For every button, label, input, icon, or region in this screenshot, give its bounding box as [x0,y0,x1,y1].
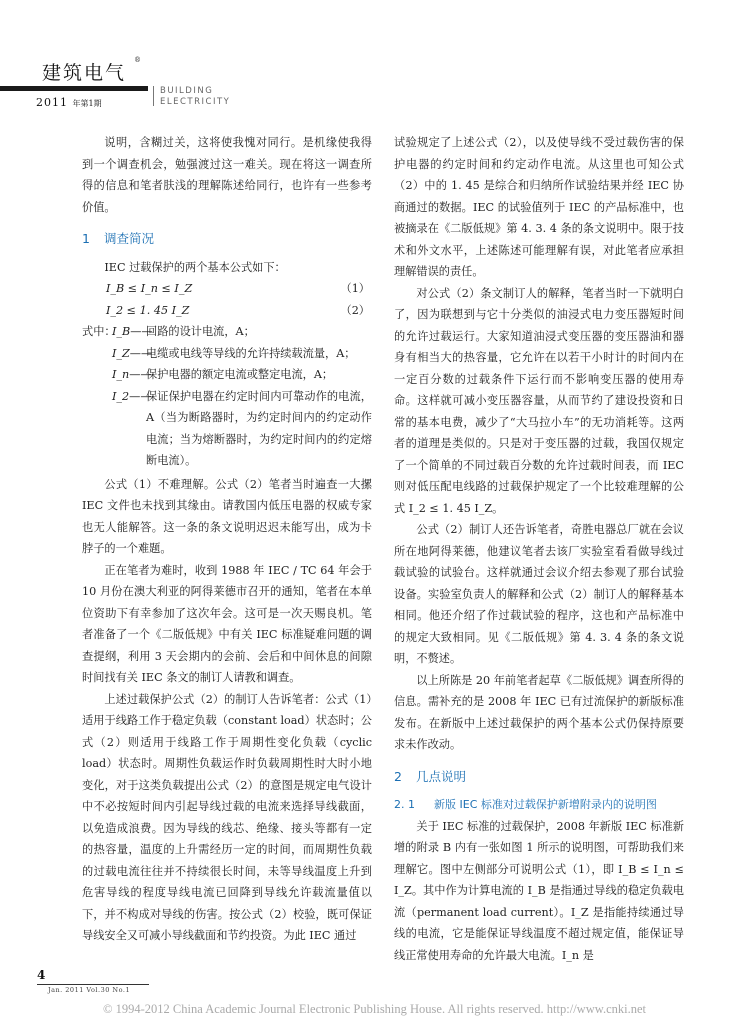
definition-item: I_2—— 保证保护电器在约定时间内可靠动作的电流，A（当为断路器时，为约定时间内的约定动作电流；当为熔断器时，为约定时间内的约定熔断电流）。 [112,389,372,467]
definition-item: 式中： I_B—— 回路的设计电流，A； [82,325,255,338]
issue-year: 2011 [36,96,68,109]
copyright-notice: © 1994-2012 China Academic Journal Electronic Publishing House. All rights reserved. http://www.cnki.net [103,1002,646,1016]
english-title-line1: BUILDING [160,86,214,96]
header-bar [0,86,148,91]
header-divider [153,86,154,106]
left-column [82,132,372,947]
paragraph: 关于 IEC 标准的过载保护，2008 年新版 IEC 标准新增的附录 B 内有一张如图 1 所示的说明图，可帮助我们来理解它。图中左侧部分可说明公式（1），即 I_B ≤ I_n ≤ I_Z。其中作为计算电流的 I_B 是指通过导线的稳定负载电流（permanent load current）。I_Z 是指能持续通过导线的电流，它是能保证导线温度不超过规定值，能保证导线正常使用寿命的允许最大电流。I_n 是 [394,819,684,962]
paragraph: IEC 过载保护的两个基本公式如下： [104,260,286,274]
paragraph: 试验规定了上述公式（2），以及使导线不受过载伤害的保护电器的约定时间和约定动作电流。从这里也可知公式（2）中的 1. 45 是综合和归纳所作试验结果并经 IEC 协商通过的数据。IEC 的试验值列于 IEC 的产品标准中，也被摘录在《二版低规》第 4. 3. 4 条的条文说明中。限于技术和外文水平，上述陈述可能理解有误，对此笔者应承担理解错误的责任。 [394,136,684,278]
paragraph: 对公式（2）条文制订人的解释，笔者当时一下就明白了，因为联想到与它十分类似的油浸式电力变压器短时间的允许过载运行。大家知道油浸式变压器的变压器油和器身有相当大的热容量，它允许在以若干小时计的时间内在一定百分数的过载条件下运行而不影响变压器的使用寿命。这样就可减小变压器容量，从而节约了建设投资和日常的基本电费，减少了“大马拉小车”的无功消耗等。这两者的道理是类似的。只是对于变压器的过载，我国仅规定了一个简单的不同过载百分数的允许过载时间表，而 IEC 则对低压配电线路的过载保护规定了一个比较难理解的公式 I_2 ≤ 1. 45 I_Z。 [394,286,684,515]
right-column [394,132,684,966]
definition-item: I_Z—— 电缆或电线等导线的允许持续载流量，A； [112,346,356,360]
issue-label [36,96,102,109]
formula-number: （2） [340,303,370,317]
footer-meta: Jan. 2011 Vol.30 No.1 [48,986,131,994]
section-heading-2: 2 几点说明 [394,768,467,784]
formula-number: （1） [340,282,370,295]
issue-suffix: 年第1期 [72,99,102,108]
formula-1: I_B ≤ I_n ≤ I_Z （1） [82,278,372,300]
paragraph: 公式（2）制订人还告诉笔者，奇胜电器总厂就在会议所在地阿得莱德，他建议笔者去该厂实验室看看做导线过载试验的试验台。这样就通过会议介绍去参观了那台试验设备。实验室负责人的解释和公式（2）制订人的解释基本相同。他还介绍了作过载试验的程序，这也和产品标准中的规定大致相同。见《二版低规》第 4. 3. 4 条的条文说明，不赘述。 [394,523,684,665]
registered-mark: ® [134,56,141,64]
english-title-line2: ELECTRICITY [160,97,231,107]
paragraph: 说明，含糊过关，这将使我愧对同行。是机缘使我得到一个调查机会，勉强渡过这一难关。现在将这一调查所得的信息和笔者肤浅的理解陈述给同行，也许有一些参考价值。 [82,136,372,214]
paragraph: 公式（1）不难理解。公式（2）笔者当时遍查一大摞 IEC 文件也未找到其缘由。请教国内低压电器的权威专家也无人能解答。这一条的条文说明迟迟未能写出，成为卡脖子的一个难题。 [82,477,372,555]
paragraph: 上述过载保护公式（2）的制订人告诉笔者：公式（1）适用于线路工作于稳定负载（constant load）状态时；公式（2）则适用于线路工作于周期性变化负载（cyclic load）状态时。周期性负载运作时负载周期性时大时小地变化，对于这类负载提出公式（2）的意图是规定电气设计中不必按短时间内引起导线过载的电流来选择导线截面，以免造成浪费。因为导线的线芯、绝缘、接头等都有一定的热容量，温度的上升需经历一定的时间，而周期性负载的过载电流往往并不持续很长时间，未等导线温度上升到危害导线的程度导线电流已回降到导线允许载流量值以下，并不构成对导线的伤害。按公式（2）校验，既可保证导线安全又可减小导线截面和节约投资。为此 IEC 通过 [82,692,372,942]
journal-english-title [160,86,230,108]
footer-rule [37,984,149,985]
definition-item: I_n—— 保护电器的额定电流或整定电流，A； [112,368,334,381]
subsection-heading-2-1: 2. 1 新版 IEC 标准对过载保护新增附录内的说明图 [394,798,657,811]
page-number: 4 [37,968,46,982]
formula-2: I_2 ≤ 1. 45 I_Z （2） [82,300,372,322]
paragraph: 正在笔者为难时，收到 1988 年 IEC / TC 64 年会于 10 月份在澳大利亚的阿得莱德市召开的通知，笔者在本单位资助下有幸参加了这次年会。这可是一次天赐良机。笔者准备了一个《二版低规》中有关 IEC 标准疑难问题的调查提纲，利用 3 天会期内的会前、会后和中间休息的间隙时间找有关 IEC 条文的制订人请教和调查。 [82,563,372,684]
paragraph: 以上所陈是 20 年前笔者起草《二版低规》调查所得的信息。需补充的是 2008 年 IEC 已有过流保护的新版标准发布。在新版中上述过载保护的两个基本公式仍保持原要求未作改动。 [394,673,684,751]
section-heading-1: 1 调查简况 [82,231,155,246]
journal-title: 建筑电气 [42,62,127,84]
